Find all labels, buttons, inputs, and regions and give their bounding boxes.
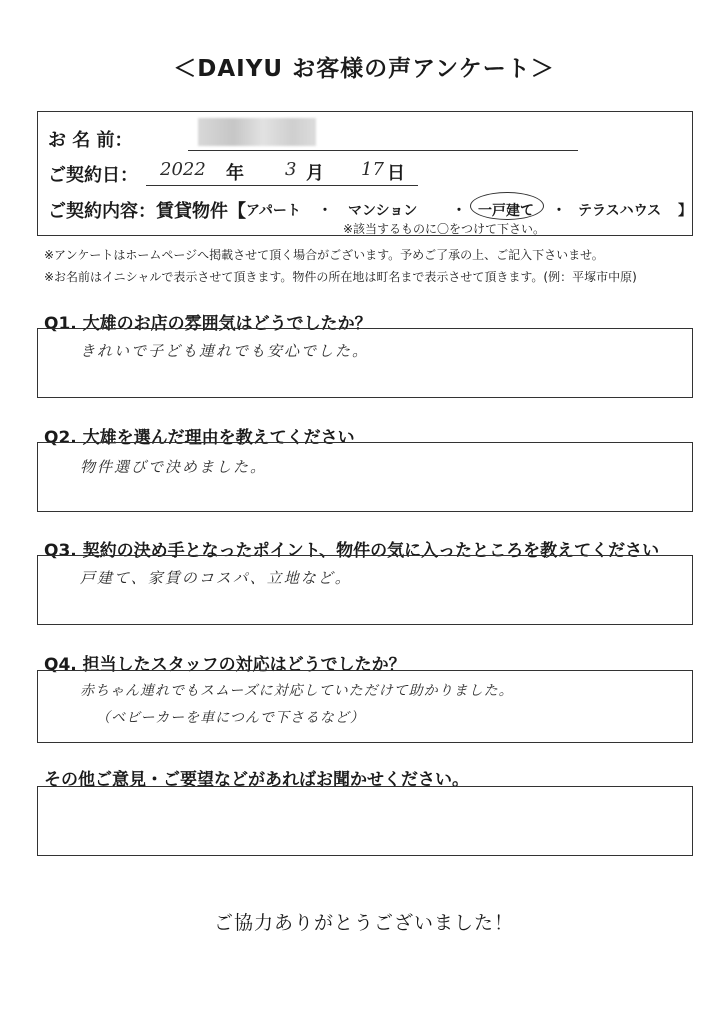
date-year: 2022: [160, 159, 206, 180]
question-2-answer-box: [37, 442, 693, 512]
name-redacted: [198, 118, 316, 146]
name-label: お 名 前：: [48, 130, 133, 151]
thanks-message: ご協力ありがとうございました！: [213, 912, 514, 934]
question-1-answer: きれいで子ども連れでも安心でした。: [80, 342, 370, 360]
question-3-label: Q3. 契約の決め手となったポイント、物件の気に入ったところを教えてください: [44, 541, 660, 561]
question-4-answer-line-2: （ベビーカーを車につんで下さるなど）: [96, 710, 365, 726]
survey-title: ＜DAIYU お客様の声アンケート＞: [173, 56, 555, 82]
contract-label: ご契約内容：賃貸物件【: [48, 201, 246, 222]
question-4-answer-line-1: 赤ちゃん連れでもスムーズに対応していただけて助かりました。: [80, 683, 514, 699]
other-comments-box: [37, 786, 693, 856]
question-4-label: Q4. 担当したスタッフの対応はどうでしたか？: [44, 655, 406, 675]
option-terrace-house: テラスハウス: [578, 203, 662, 219]
date-underline: [146, 185, 418, 186]
date-day-unit: 日: [387, 163, 405, 184]
disclaimer-initials: ※お名前はイニシャルで表示させて頂きます。物件の所在地は町名まで表示させて頂きます。(例：平塚市中原): [44, 270, 637, 284]
date-label: ご契約日：: [48, 165, 138, 186]
selection-note: ※該当するものに〇をつけて下さい。: [343, 222, 546, 236]
other-comments-label: その他ご意見・ご要望などがあればお聞かせください。: [44, 770, 469, 790]
option-separator: ・: [318, 203, 332, 219]
option-detached-house: 一戸建て: [478, 203, 534, 219]
customer-info-box: [37, 111, 693, 236]
question-2-answer: 物件選びで決めました。: [80, 458, 268, 476]
option-apartment: アパート: [246, 203, 301, 219]
option-separator: ・: [452, 203, 466, 219]
question-1-label: Q1. 大雄のお店の雰囲気はどうでしたか？: [44, 314, 372, 334]
question-1-answer-box: [37, 328, 693, 398]
date-month: 3: [285, 159, 297, 180]
date-year-unit: 年: [226, 163, 244, 184]
selected-option-circle: [470, 192, 544, 220]
name-underline: [188, 150, 578, 151]
question-3-answer: 戸建て、家賃のコスパ、立地など。: [80, 569, 352, 587]
question-2-label: Q2. 大雄を選んだ理由を教えてください: [44, 428, 355, 448]
option-separator: ・: [552, 203, 566, 219]
date-month-unit: 月: [306, 163, 324, 184]
question-3-answer-box: [37, 555, 693, 625]
option-bracket-close: 】: [678, 203, 692, 219]
option-mansion: マンション: [348, 203, 418, 219]
date-day: 17: [361, 159, 384, 180]
disclaimer-publication: ※アンケートはホームページへ掲載させて頂く場合がございます。予めご了承の上、ご記入下さいませ。: [44, 248, 604, 262]
